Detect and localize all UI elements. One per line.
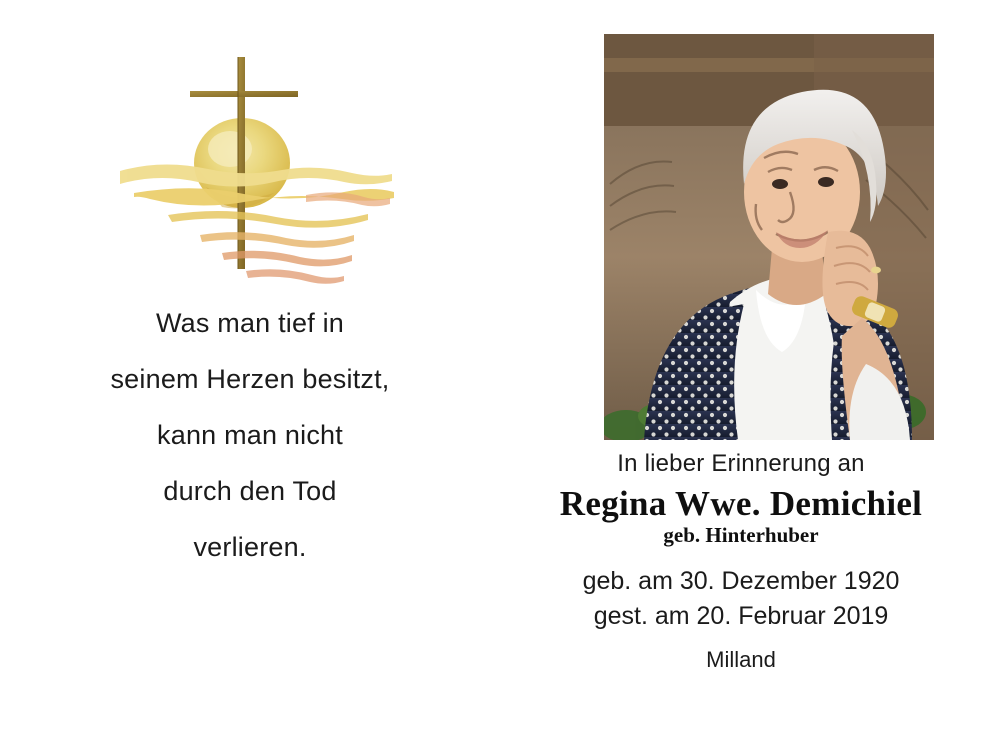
maiden-name: geb. Hinterhuber [663, 523, 819, 548]
place-name: Milland [706, 647, 776, 673]
memorial-intro: In lieber Erinnerung an [617, 450, 865, 477]
deceased-name: Regina Wwe. Demichiel [559, 484, 923, 523]
verse-line: seinem Herzen besitzt, [110, 364, 390, 394]
cross-and-sun-icon [110, 45, 410, 290]
memorial-text-block [500, 450, 982, 673]
memorial-verse [0, 295, 500, 575]
right-panel [500, 0, 982, 750]
death-date: gest. am 20. Februar 2019 [593, 601, 889, 630]
portrait-photo [604, 34, 934, 440]
verse-line: Was man tief in [155, 308, 345, 338]
verse-line: verlieren. [193, 532, 307, 562]
birth-date: geb. am 30. Dezember 1920 [582, 567, 900, 596]
verse-line: kann man nicht [157, 420, 343, 450]
verse-line: durch den Tod [163, 476, 337, 506]
